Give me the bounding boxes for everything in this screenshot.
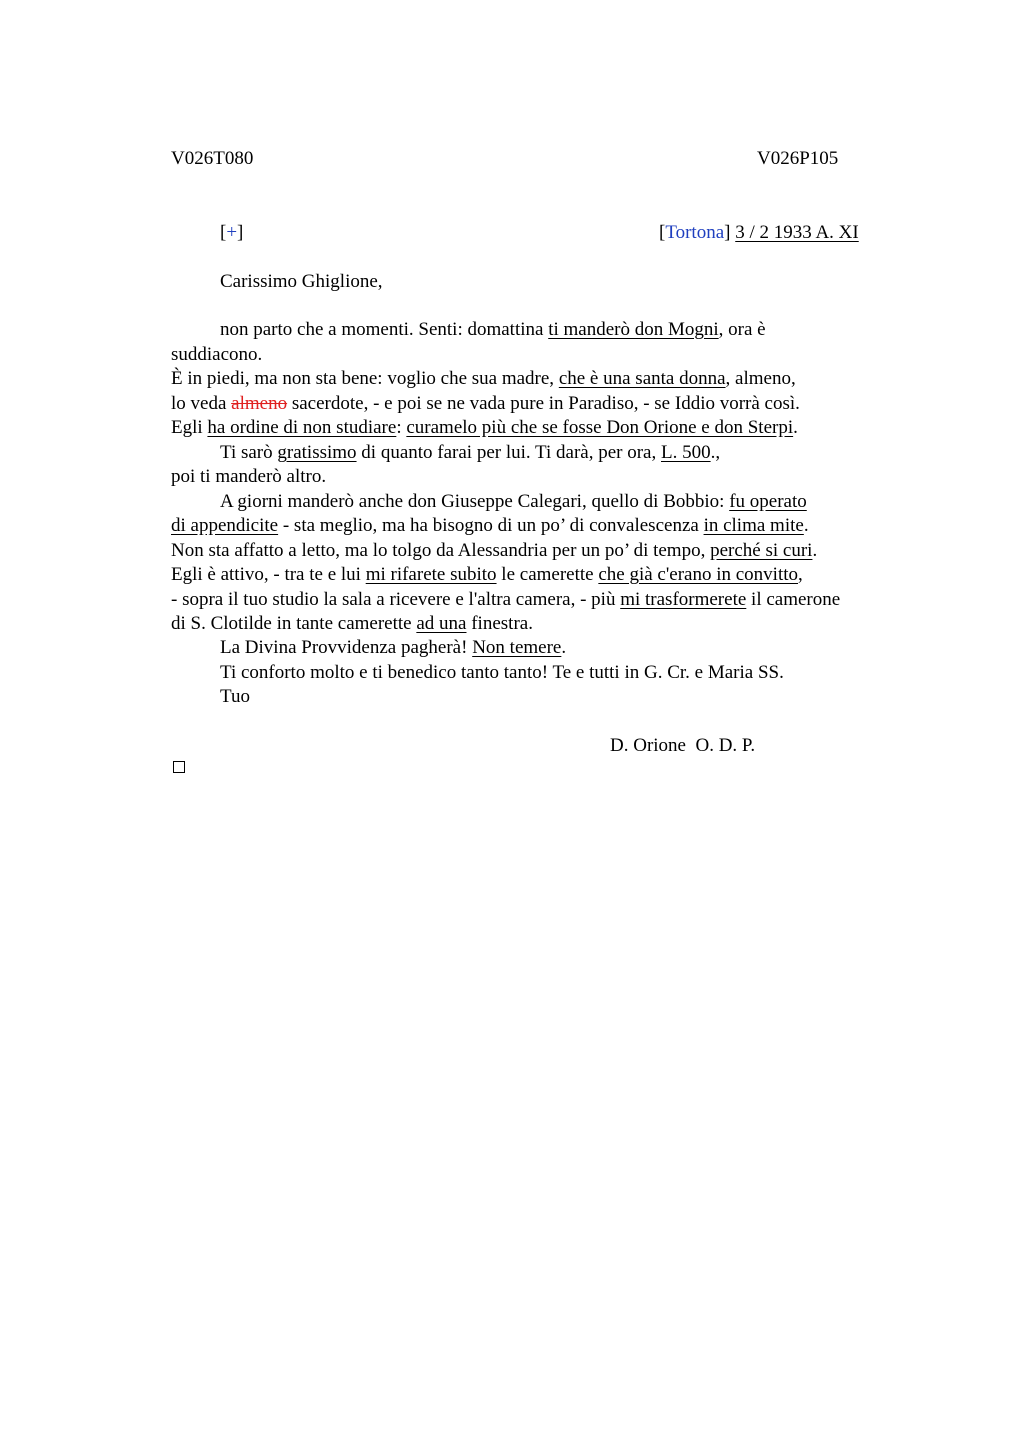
place-date: [Tortona] 3 / 2 1933 A. XI: [659, 222, 859, 243]
body-line: suddiacono.: [171, 344, 263, 365]
body-line: La Divina Provvidenza pagherà! Non temere.: [220, 637, 567, 658]
salutation: Carissimo Ghiglione,: [220, 271, 383, 292]
plus-link[interactable]: +: [226, 222, 238, 243]
body-line: Tuo: [220, 686, 250, 707]
document-code-right: V026P105: [757, 148, 839, 169]
deleted-word: almeno: [231, 393, 288, 414]
body-line: Ti conforto molto e ti benedico tanto tanto! Te e tutti in G. Cr. e Maria SS.: [220, 662, 784, 683]
body-line: di appendicite - sta meglio, ma ha bisogno di un po’ di convalescenza in clima mite.: [171, 515, 809, 536]
body-line: Ti sarò gratissimo di quanto farai per lui. Ti darà, per ora, L. 500.,: [220, 442, 721, 463]
body-line: Egli ha ordine di non studiare: curamelo più che se fosse Don Orione e don Sterpi.: [171, 417, 798, 438]
place-link[interactable]: Tortona: [665, 222, 725, 243]
body-line: - sopra il tuo studio la sala a ricevere e l'altra camera, - più mi trasformerete il camerone: [171, 589, 841, 610]
body-line: Non sta affatto a letto, ma lo tolgo da Alessandria per un po’ di tempo, perché si curi.: [171, 540, 818, 561]
body-line: di S. Clotilde in tante camerette ad una finestra.: [171, 613, 533, 634]
body-line: lo veda almeno sacerdote, - e poi se ne vada pure in Paradiso, - se Iddio vorrà così.: [171, 393, 800, 414]
document-code-left: V026T080: [171, 148, 254, 169]
body-line: È in piedi, ma non sta bene: voglio che sua madre, che è una santa donna, almeno,: [171, 368, 796, 389]
body-line: A giorni manderò anche don Giuseppe Calegari, quello di Bobbio: fu operato: [220, 491, 807, 512]
letter-date: 3 / 2 1933 A. XI: [735, 222, 859, 243]
annotation-marker: [+]: [220, 222, 244, 243]
body-line: poi ti manderò altro.: [171, 466, 327, 487]
body-line: Egli è attivo, - tra te e lui mi rifarete subito le camerette che già c'erano in convitto,: [171, 564, 803, 585]
signature: D. Orione O. D. P.: [610, 735, 756, 756]
body-line: non parto che a momenti. Senti: domattina ti manderò don Mogni, ora è: [220, 319, 766, 340]
end-square-icon: [173, 761, 185, 773]
